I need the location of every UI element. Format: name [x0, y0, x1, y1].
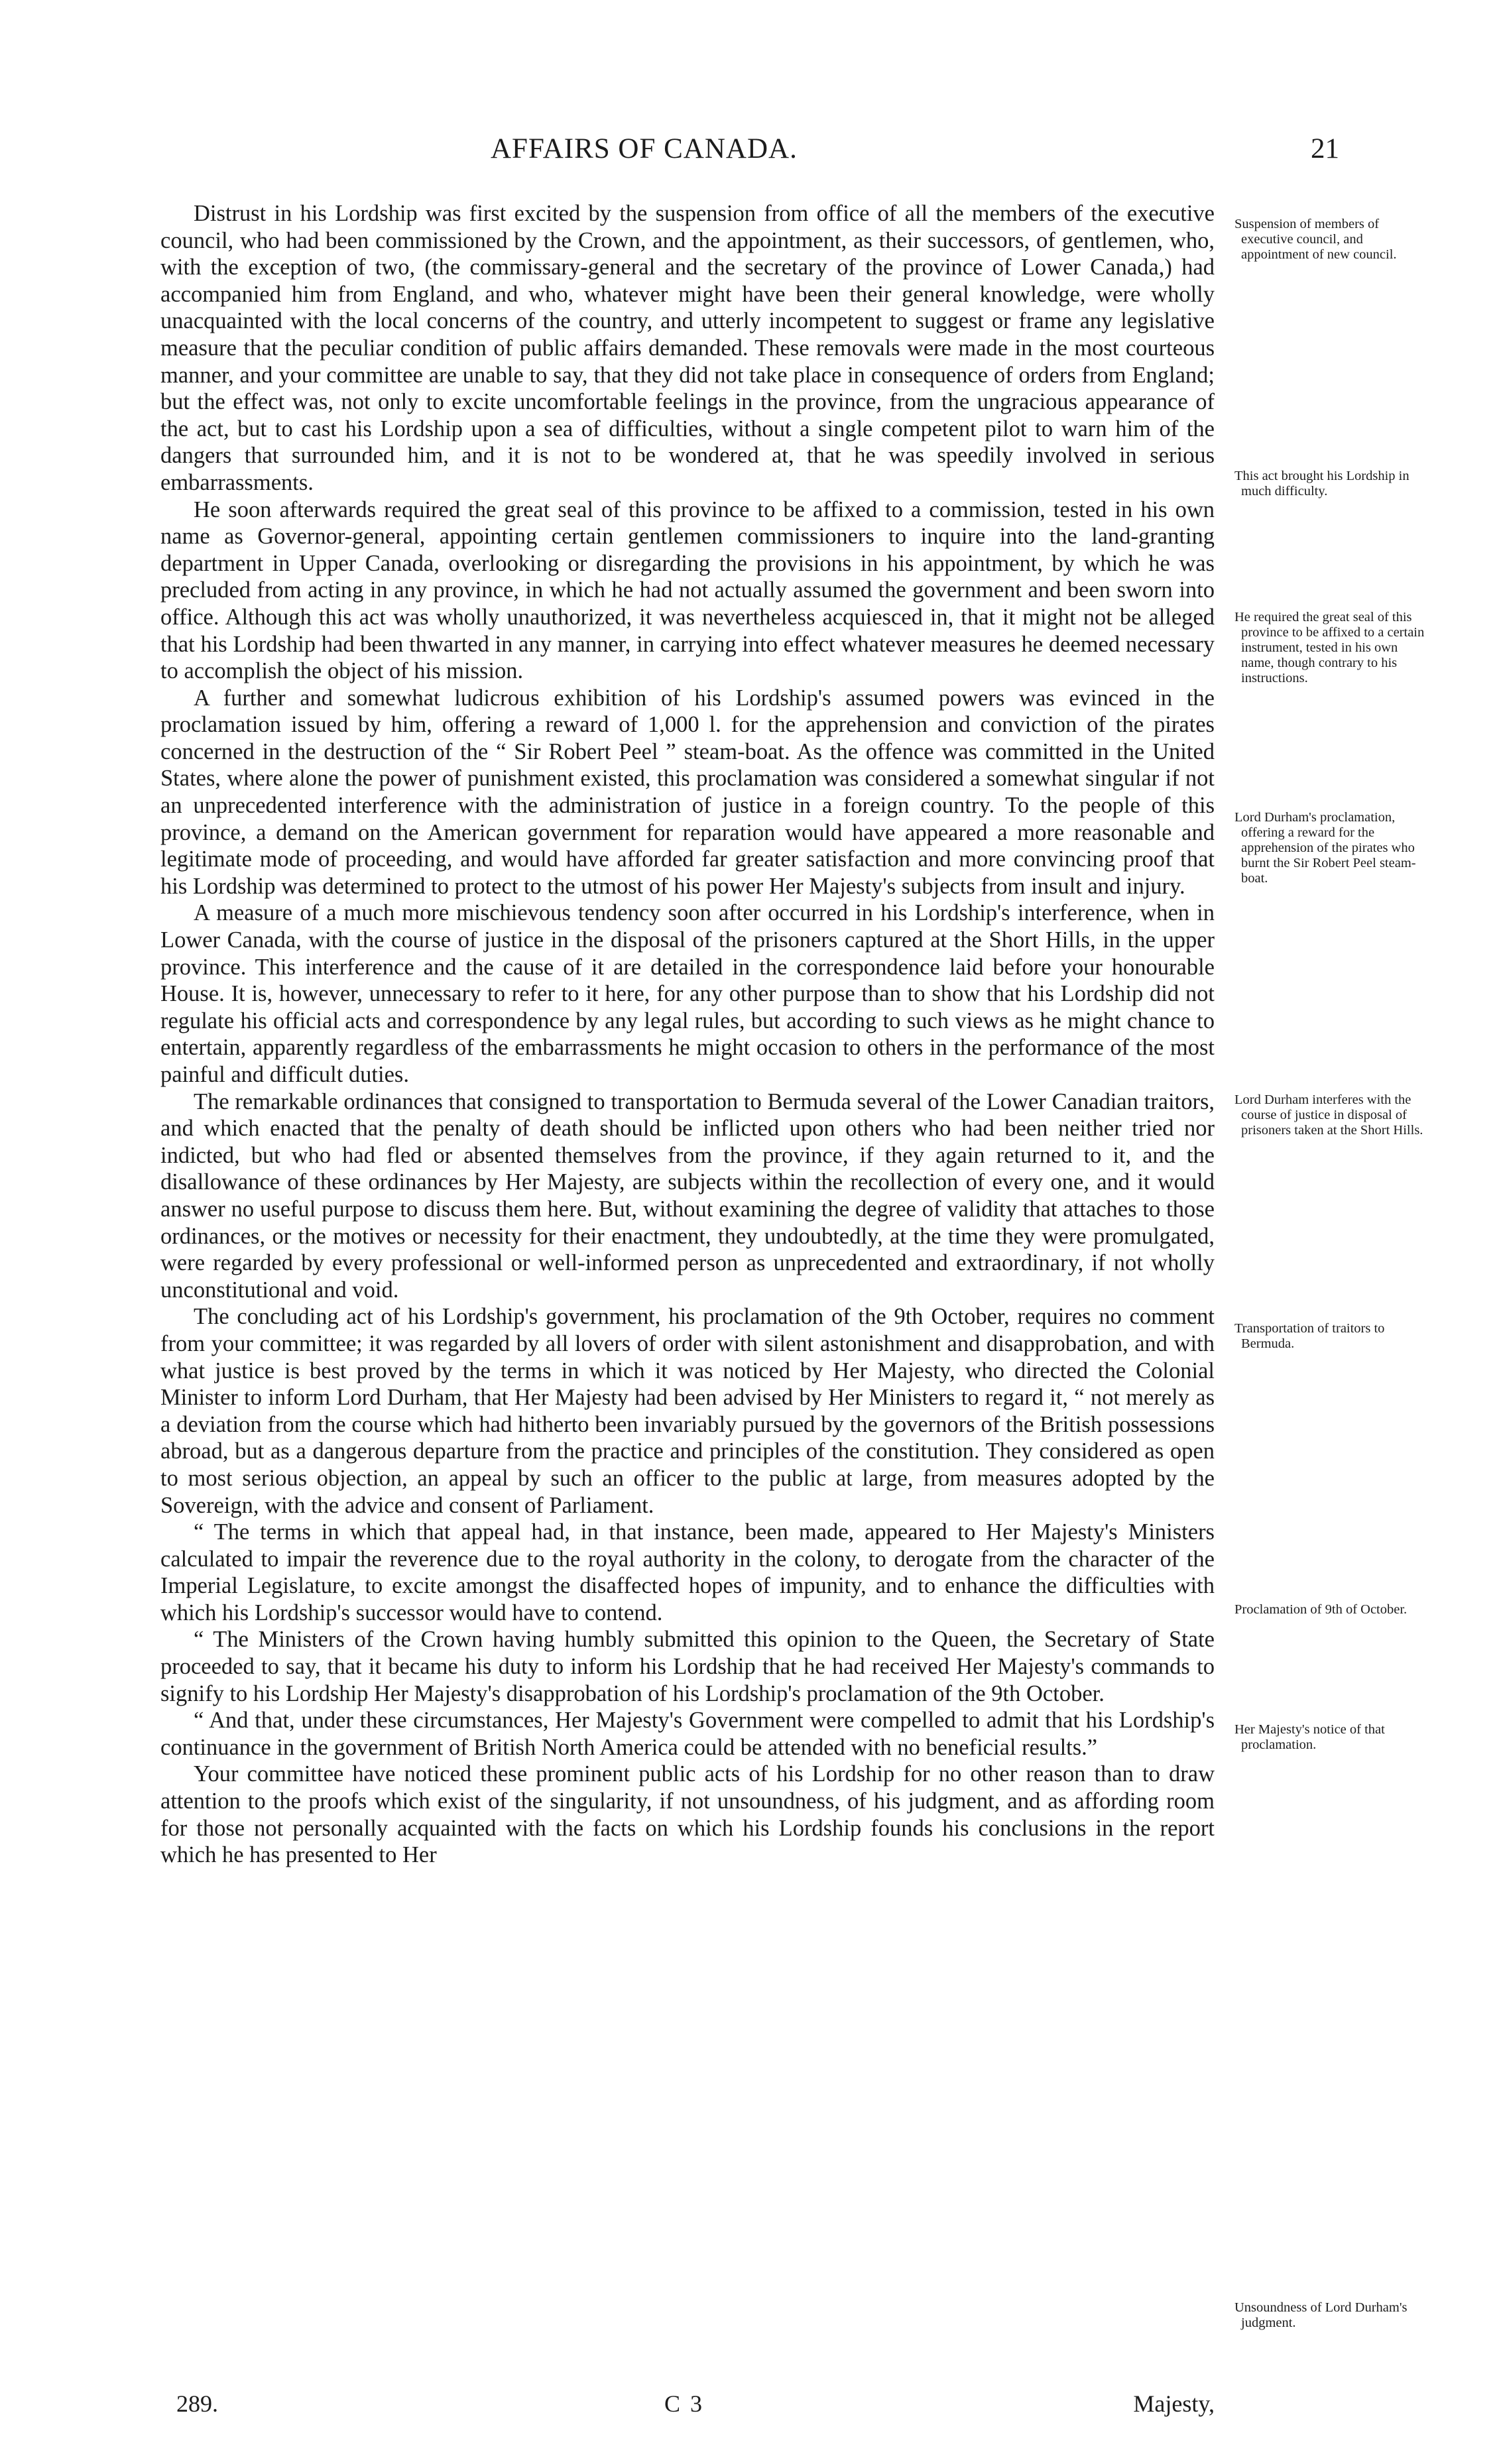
paragraph: “ The terms in which that appeal had, in that instance, been made, appeared to Her Majesty's Ministers calculated to impair the reverence due to the royal authority in the colony, to derogate from the character of the Imperial Legislature, to excite amongst the disaffected hopes of impunity, and to enhance the difficulties with which his Lordship's successor would have to contend. [160, 1519, 1215, 1625]
page-header [159, 133, 1339, 179]
body-text [160, 200, 1215, 1869]
margin-note: This act brought his Lordship in much difficulty. [1234, 469, 1410, 499]
paragraph: The concluding act of his Lordship's government, his proclamation of the 9th October, requires no comment from your committee; it was regarded by all lovers of order with silent astonishment and disapprobation, and with what justice is best proved by the terms in which it was noticed by Her Majesty, who directed the Colonial Minister to inform Lord Durham, that Her Majesty had been advised by Her Ministers to regard it, “ not merely as a deviation from the course which had hitherto been invariably pursued by the governors of the British possessions abroad, but as a dangerous departure from the practice and principles of the constitution. They considered as open to most serious objection, an appeal by such an officer to the public at large, from measures adopted by the Sovereign, with the advice and consent of Parliament. [160, 1304, 1215, 1518]
margin-note: Proclamation of 9th of October. [1234, 1602, 1408, 1617]
margin-note: Unsoundness of Lord Durham's judgment. [1234, 2300, 1408, 2330]
margin-note: Her Majesty's notice of that proclamation. [1234, 1722, 1385, 1752]
margin-note: Suspension of members of executive council, and appointment of new council. [1234, 217, 1397, 262]
running-title: AFFAIRS OF CANADA. [491, 133, 798, 164]
paragraph: Your committee have noticed these prominent public acts of his Lordship for no other reason than to draw attention to the proofs which exist of the singularity, if not unsoundness, of his judgment, and as affording room for those not personally acquainted with the facts on which his Lordship founds his conclusions in the report which he has presented to Her [160, 1761, 1215, 1868]
page-footer [160, 2390, 1215, 2423]
margin-note: Transportation of traitors to Bermuda. [1234, 1321, 1385, 1351]
paragraph: “ The Ministers of the Crown having humbly submitted this opinion to the Queen, the Secretary of State proceeded to say, that it became his duty to inform his Lordship that he had received Her Majesty's commands to signify to his Lordship Her Majesty's disapprobation of his Lordship's proclamation of the 9th October. [160, 1627, 1215, 1706]
paragraph: A measure of a much more mischievous tendency soon after occurred in his Lordship's interference, when in Lower Canada, with the course of justice in the disposal of the prisoners captured at the Short Hills, in the upper province. This interference and the cause of it are detailed in the correspondence laid before your honourable House. It is, however, unnecessary to refer to it here, for any other purpose than to show that his Lordship did not regulate his official acts and correspondence by any legal rules, but according to such views as he might chance to entertain, apparently regardless of the embarrassments he might occasion to others in the performance of the most painful and difficult duties. [160, 900, 1215, 1087]
margin-note: He required the great seal of this province to be affixed to a certain instrument, tested in his own name, though contrary to his instructions. [1234, 610, 1425, 685]
margin-note: Lord Durham's proclamation, offering a reward for the apprehension of the pirates who burnt the Sir Robert Peel steam-boat. [1234, 810, 1416, 886]
paragraph: He soon afterwards required the great seal of this province to be affixed to a commission, tested in his own name as Governor-general, appointing certain gentlemen commissioners to inquire into the land-granting department in Upper Canada, overlooking or disregarding the provisions in his appointment, by which he was precluded from acting in any province, in which he had not actually assumed the government and been sworn into office. Although this act was wholly unauthorized, it was nevertheless acquiesced in, that it might not be alleged that his Lordship had been thwarted in any manner, in carrying into effect whatever measures he deemed necessary to accomplish the object of his mission. [160, 497, 1215, 684]
page-number: 21 [1311, 133, 1339, 164]
signature-mark: 289. [176, 2390, 218, 2417]
paragraph: A further and somewhat ludicrous exhibition of his Lordship's assumed powers was evinced in the proclamation issued by him, offering a reward of 1,000 l. for the apprehension and conviction of the pirates concerned in the destruction of the “ Sir Robert Peel ” steam-boat. As the offence was committed in the United States, where alone the power of punishment existed, this proclamation was considered a somewhat singular if not an unprecedented interference with the administration of justice in a foreign country. To the people of this province, a demand on the American government for reparation would have appeared a more reasonable and legitimate mode of proceeding, and would have afforded far greater satisfaction and more convincing proof that his Lordship was determined to protect to the utmost of his power Her Majesty's subjects from insult and injury. [160, 685, 1215, 899]
gathering-mark: C 3 [664, 2390, 705, 2417]
paragraph: Distrust in his Lordship was first excited by the suspension from office of all the members of the executive council, who had been commissioned by the Crown, and the appointment, as their successors, of gentlemen, who, with the exception of two, (the commissary-general and the secretary of the province of Lower Canada,) had accompanied him from England, and who, whatever might have been their general knowledge, were wholly unacquainted with the local concerns of the country, and utterly incompetent to suggest or frame any legislative measure that the peculiar condition of public affairs demanded. These removals were made in the most courteous manner, and your committee are unable to say, that they did not take place in consequence of orders from England; but the effect was, not only to excite uncomfortable feelings in the province, from the ungracious appearance of the act, but to cast his Lordship upon a sea of difficulties, without a single competent pilot to warn him of the dangers that surrounded him, and it is not to be wondered at, that he was speedily involved in serious embarrassments. [160, 201, 1215, 495]
catchword: Majesty, [1133, 2390, 1215, 2417]
margin-note: Lord Durham interferes with the course of justice in disposal of prisoners taken at the Short Hills. [1234, 1092, 1423, 1138]
paragraph: The remarkable ordinances that consigned to transportation to Bermuda several of the Lower Canadian traitors, and which enacted that the penalty of death should be inflicted upon others who had been neither tried nor indicted, but who had fled or absented themselves from the province, if they again returned to it, and the disallowance of these ordinances by Her Majesty, are subjects within the recollection of every one, and it would answer no useful purpose to discuss them here. But, without examining the degree of validity that attaches to those ordinances, or the motives or necessity for their enactment, they undoubtedly, at the time they were promulgated, were regarded by every professional or well-informed person as unprecedented and extraordinary, if not wholly unconstitutional and void. [160, 1088, 1215, 1303]
paragraph: “ And that, under these circumstances, Her Majesty's Government were compelled to admit that his Lordship's continuance in the government of British North America could be attended with no beneficial results.” [160, 1708, 1215, 1760]
